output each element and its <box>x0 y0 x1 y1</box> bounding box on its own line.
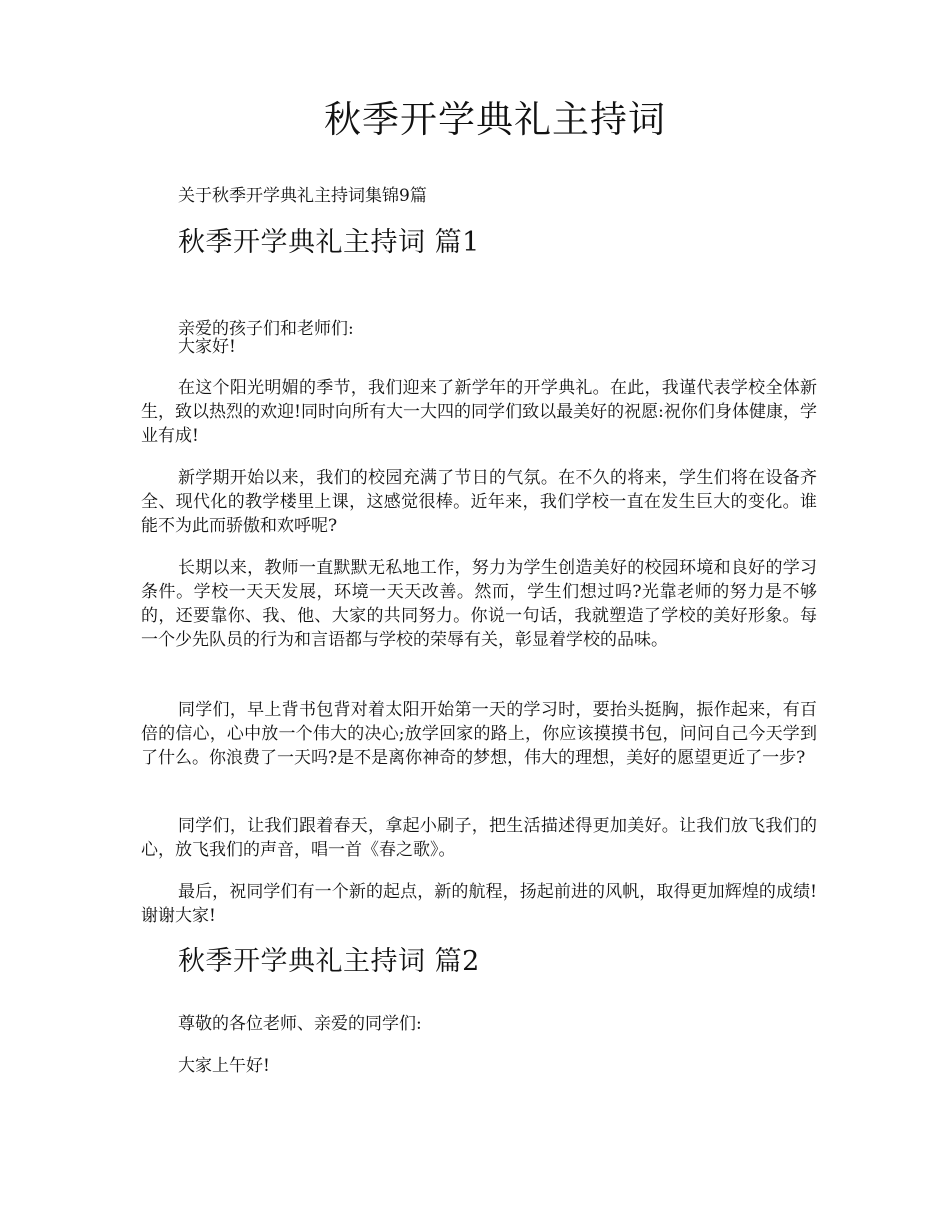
paragraph: 同学们，早上背书包背对着太阳开始第一天的学习时，要抬头挺胸，振作起来，有百倍的信心，心中放一个伟大的决心;放学回家的路上，你应该摸摸书包，问问自己今天学到了什么。你浪费了一天吗?是不是离你神奇的梦想，伟大的理想，美好的愿望更近了一步? <box>141 700 817 768</box>
paragraph: 大家上午好! <box>178 1056 270 1076</box>
document-subtitle: 关于秋季开学典礼主持词集锦9篇 <box>178 186 427 206</box>
paragraph: 大家好! <box>178 337 236 357</box>
document-title: 秋季开学典礼主持词 <box>324 98 666 141</box>
paragraph: 同学们，让我们跟着春天，拿起小刷子，把生活描述得更加美好。让我们放飞我们的心，放飞我们的声音，唱一首《春之歌》。 <box>141 816 817 860</box>
paragraph: 在这个阳光明媚的季节，我们迎来了新学年的开学典礼。在此，我谨代表学校全体新生，致以热烈的欢迎!同时向所有大一大四的同学们致以最美好的祝愿:祝你们身体健康，学业有成! <box>141 378 817 446</box>
paragraph: 长期以来，教师一直默默无私地工作，努力为学生创造美好的校园环境和良好的学习条件。学校一天天发展，环境一天天改善。然而，学生们想过吗?光靠老师的努力是不够的，还要靠你、我、他、大家的共同努力。你说一句话，我就塑造了学校的美好形象。每一个少先队员的行为和言语都与学校的荣辱有关，彰显着学校的品味。 <box>141 558 817 650</box>
section-heading-2: 秋季开学典礼主持词 篇2 <box>178 946 480 977</box>
section-heading-1: 秋季开学典礼主持词 篇1 <box>178 227 480 258</box>
paragraph: 新学期开始以来，我们的校园充满了节日的气氛。在不久的将来，学生们将在设备齐全、现代化的教学楼里上课，这感觉很棒。近年来，我们学校一直在发生巨大的变化。谁能不为此而骄傲和欢呼呢? <box>141 468 817 536</box>
paragraph: 尊敬的各位老师、亲爱的同学们: <box>178 1014 422 1034</box>
paragraph: 亲爱的孩子们和老师们: <box>178 319 354 339</box>
paragraph: 最后，祝同学们有一个新的起点，新的航程，扬起前进的风帆，取得更加辉煌的成绩!谢谢大家! <box>141 882 817 926</box>
